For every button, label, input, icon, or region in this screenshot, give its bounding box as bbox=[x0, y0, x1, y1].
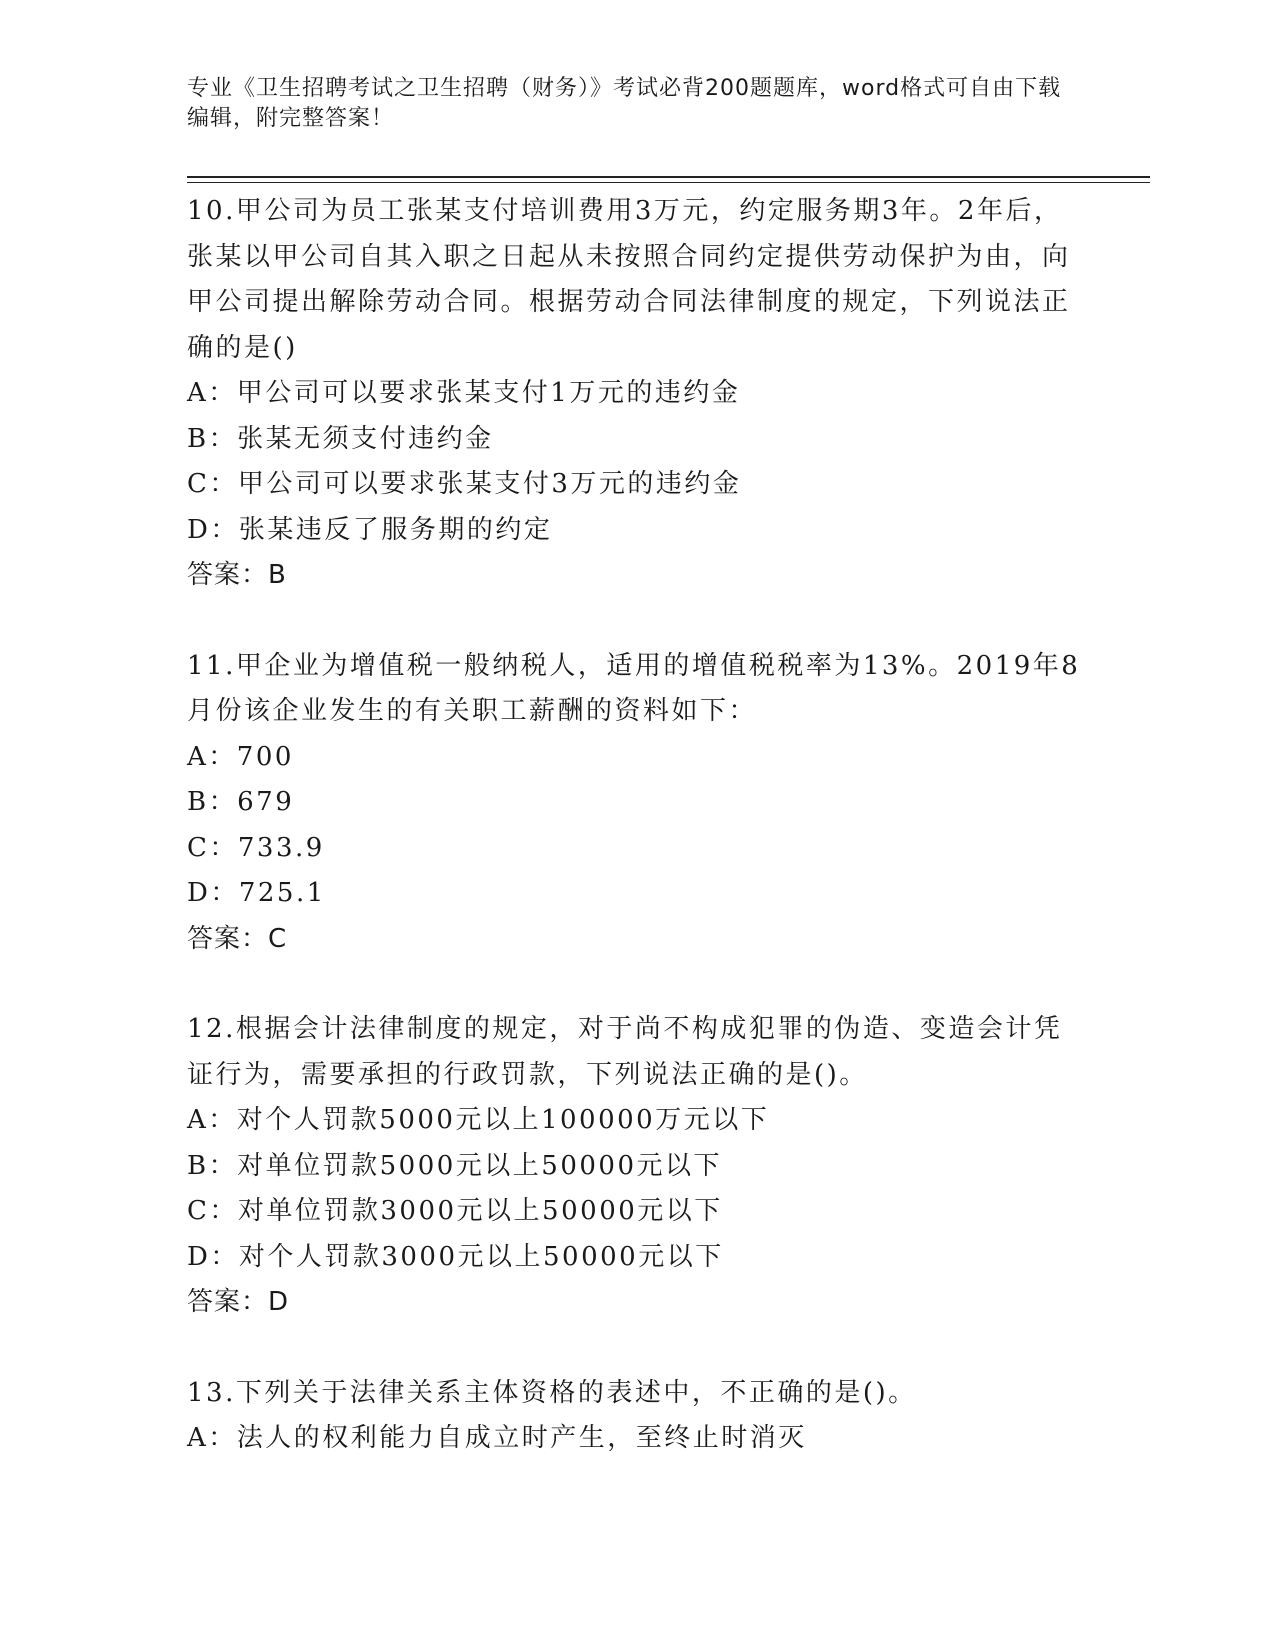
option-b: B：对单位罚款5000元以上50000元以下 bbox=[187, 1150, 722, 1181]
option-d: D：张某违反了服务期的约定 bbox=[187, 514, 553, 545]
option-b: B：张某无须支付违约金 bbox=[187, 423, 494, 454]
option-a: A：700 bbox=[187, 741, 294, 772]
question-text: 12.根据会计法律制度的规定，对于尚不构成犯罪的伪造、变造会计凭证行为，需要承担的行政罚款，下列说法正确的是()。 bbox=[187, 1014, 1063, 1090]
option-d: D：725.1 bbox=[187, 878, 326, 908]
option-c: C：733.9 bbox=[187, 832, 325, 863]
question-13 bbox=[187, 1371, 1087, 1462]
option-a: A：法人的权利能力自成立时产生，至终止时消灭 bbox=[187, 1423, 807, 1453]
option-d: D：对个人罚款3000元以上50000元以下 bbox=[187, 1241, 724, 1272]
option-a: A：对个人罚款5000元以上100000万元以下 bbox=[187, 1105, 770, 1135]
option-c: C：甲公司可以要求张某支付3万元的违约金 bbox=[187, 469, 742, 499]
option-c: C：对单位罚款3000元以上50000元以下 bbox=[187, 1196, 723, 1226]
question-list bbox=[187, 189, 1087, 1507]
question-12 bbox=[187, 1007, 1087, 1326]
answer-label: 答案：D bbox=[187, 1287, 290, 1317]
header-divider-thin bbox=[187, 182, 1150, 183]
question-text: 11.甲企业为增值税一般纳税人，适用的增值税税率为13%。2019年8月份该企业发生的有关职工薪酬的资料如下： bbox=[187, 650, 1081, 726]
header-divider-thick bbox=[187, 176, 1150, 178]
question-11 bbox=[187, 644, 1087, 963]
answer-label: 答案：C bbox=[187, 923, 288, 954]
question-text: 13.下列关于法律关系主体资格的表述中，不正确的是()。 bbox=[187, 1377, 917, 1408]
document-header: 专业《卫生招聘考试之卫生招聘（财务）》考试必背200题题库，word格式可自由下载编辑，附完整答案！ bbox=[187, 76, 1062, 131]
question-text: 10.甲公司为员工张某支付培训费用3万元，约定服务期3年。2年后，张某以甲公司自其入职之日起从未按照合同约定提供劳动保护为由，向甲公司提出解除劳动合同。根据劳动合同法律制度的规定，下列说法正确的是() bbox=[187, 196, 1071, 363]
question-10 bbox=[187, 189, 1087, 599]
answer-label: 答案：B bbox=[187, 560, 287, 590]
option-a: A：甲公司可以要求张某支付1万元的违约金 bbox=[187, 378, 741, 408]
option-b: B：679 bbox=[187, 787, 295, 817]
